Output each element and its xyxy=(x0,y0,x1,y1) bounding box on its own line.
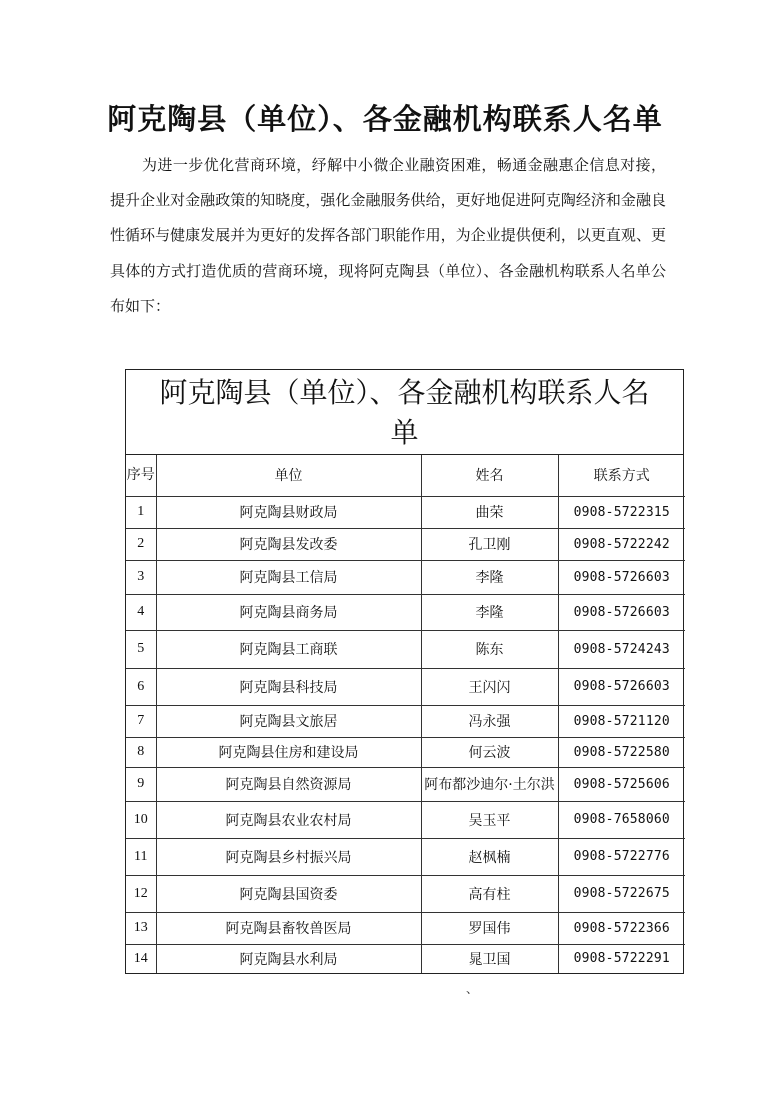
row-unit: 阿克陶县住房和建设局 xyxy=(156,737,421,767)
header-name: 姓名 xyxy=(421,455,558,496)
row-name: 孔卫刚 xyxy=(421,528,558,560)
row-name: 冯永强 xyxy=(421,705,558,737)
row-name: 王闪闪 xyxy=(421,668,558,705)
row-phone: 0908-5724243 xyxy=(558,630,685,668)
row-unit: 阿克陶县发改委 xyxy=(156,528,421,560)
row-phone: 0908-5722366 xyxy=(558,912,685,944)
row-unit: 阿克陶县商务局 xyxy=(156,594,421,630)
table-row xyxy=(126,838,685,875)
row-seq: 12 xyxy=(126,875,156,912)
row-name: 吴玉平 xyxy=(421,801,558,838)
row-unit: 阿克陶县财政局 xyxy=(156,496,421,528)
row-unit: 阿克陶县工商联 xyxy=(156,630,421,668)
row-seq: 10 xyxy=(126,801,156,838)
row-name: 李隆 xyxy=(421,594,558,630)
row-seq: 1 xyxy=(126,496,156,528)
row-name: 赵枫楠 xyxy=(421,838,558,875)
contact-table-container xyxy=(125,369,684,974)
row-seq: 6 xyxy=(126,668,156,705)
table-row xyxy=(126,528,685,560)
row-unit: 阿克陶县水利局 xyxy=(156,944,421,973)
row-unit: 阿克陶县工信局 xyxy=(156,560,421,594)
contact-table xyxy=(126,455,685,973)
row-phone: 0908-5726603 xyxy=(558,594,685,630)
row-name: 晁卫国 xyxy=(421,944,558,973)
row-phone: 0908-5722675 xyxy=(558,875,685,912)
table-row xyxy=(126,944,685,973)
row-phone: 0908-5722291 xyxy=(558,944,685,973)
row-phone: 0908-5722315 xyxy=(558,496,685,528)
row-seq: 3 xyxy=(126,560,156,594)
table-row xyxy=(126,767,685,801)
row-unit: 阿克陶县科技局 xyxy=(156,668,421,705)
table-row xyxy=(126,737,685,767)
table-row xyxy=(126,560,685,594)
table-header-row xyxy=(126,455,685,496)
intro-paragraph: 为进一步优化营商环境，纾解中小微企业融资困难，畅通金融惠企信息对接，提升企业对金融政策的知晓度，强化金融服务供给，更好地促进阿克陶经济和金融良性循环与健康发展并为更好的发挥各部门职能作用，为企业提供便利，以更直观、更具体的方式打造优质的营商环境，现将阿克陶县（单位）、各金融机构联系人名单公布如下： xyxy=(110,156,666,315)
row-unit: 阿克陶县农业农村局 xyxy=(156,801,421,838)
table-caption: 阿克陶县（单位）、各金融机构联系人名单 xyxy=(126,370,683,455)
row-seq: 14 xyxy=(126,944,156,973)
table-row xyxy=(126,705,685,737)
table-row xyxy=(126,912,685,944)
page-title: 阿克陶县（单位）、各金融机构联系人名单 xyxy=(107,102,663,137)
row-name: 李隆 xyxy=(421,560,558,594)
table-row xyxy=(126,594,685,630)
row-seq: 8 xyxy=(126,737,156,767)
row-seq: 2 xyxy=(126,528,156,560)
header-unit: 单位 xyxy=(156,455,421,496)
row-seq: 13 xyxy=(126,912,156,944)
row-unit: 阿克陶县国资委 xyxy=(156,875,421,912)
table-row xyxy=(126,668,685,705)
row-name: 罗国伟 xyxy=(421,912,558,944)
row-phone: 0908-5722242 xyxy=(558,528,685,560)
row-name: 陈东 xyxy=(421,630,558,668)
row-phone: 0908-5721120 xyxy=(558,705,685,737)
row-seq: 9 xyxy=(126,767,156,801)
row-name: 阿布都沙迪尔·土尔洪 xyxy=(421,767,558,801)
header-seq: 序号 xyxy=(126,455,156,496)
row-phone: 0908-5725606 xyxy=(558,767,685,801)
row-unit: 阿克陶县畜牧兽医局 xyxy=(156,912,421,944)
stray-punctuation-mark: 、 xyxy=(466,982,479,996)
table-row xyxy=(126,801,685,838)
row-unit: 阿克陶县文旅居 xyxy=(156,705,421,737)
row-unit: 阿克陶县乡村振兴局 xyxy=(156,838,421,875)
table-row xyxy=(126,496,685,528)
row-name: 何云波 xyxy=(421,737,558,767)
row-phone: 0908-5722580 xyxy=(558,737,685,767)
row-seq: 11 xyxy=(126,838,156,875)
row-unit: 阿克陶县自然资源局 xyxy=(156,767,421,801)
row-name: 曲荣 xyxy=(421,496,558,528)
header-phone: 联系方式 xyxy=(558,455,685,496)
row-seq: 7 xyxy=(126,705,156,737)
table-row xyxy=(126,875,685,912)
row-name: 高有柱 xyxy=(421,875,558,912)
row-seq: 4 xyxy=(126,594,156,630)
row-phone: 0908-5722776 xyxy=(558,838,685,875)
table-row xyxy=(126,630,685,668)
row-seq: 5 xyxy=(126,630,156,668)
row-phone: 0908-5726603 xyxy=(558,560,685,594)
row-phone: 0908-7658060 xyxy=(558,801,685,838)
row-phone: 0908-5726603 xyxy=(558,668,685,705)
